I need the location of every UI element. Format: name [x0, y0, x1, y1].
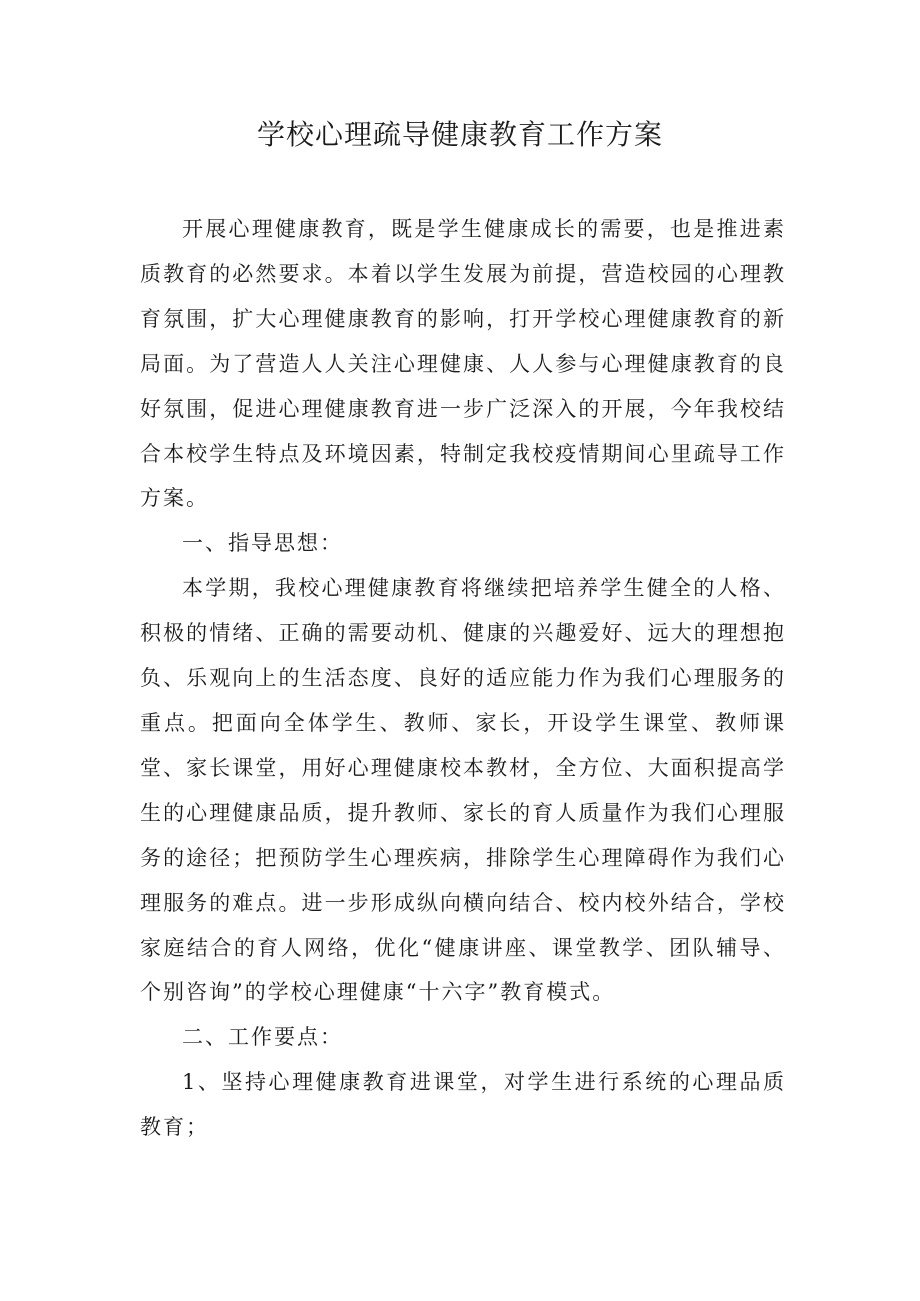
work-point-1-paragraph: 1、坚持心理健康教育进课堂，对学生进行系统的心理品质教育；	[140, 1070, 786, 1140]
document-body	[140, 207, 786, 1150]
section-heading-guiding-ideology: 一、指导思想：	[182, 531, 343, 556]
intro-paragraph: 开展心理健康教育，既是学生健康成长的需要，也是推进素质教育的必然要求。本着以学生发展为前提，营造校园的心理教育氛围，扩大心理健康教育的影响，打开学校心理健康教育的新局面。为了营造人人关注心理健康、人人参与心理健康教育的良好氛围，促进心理健康教育进一步广泛深入的开展，今年我校结合本校学生特点及环境因素，特制定我校疫情期间心里疏导工作方案。	[140, 217, 786, 511]
section-heading-work-points: 二、工作要点：	[182, 1025, 343, 1050]
document-title: 学校心理疏导健康教育工作方案	[256, 118, 663, 151]
guiding-ideology-paragraph: 本学期，我校心理健康教育将继续把培养学生健全的人格、积极的情绪、正确的需要动机、健康的兴趣爱好、远大的理想抱负、乐观向上的生活态度、良好的适应能力作为我们心理服务的重点。把面向全体学生、教师、家长，开设学生课堂、教师课堂、家长课堂，用好心理健康校本教材，全方位、大面积提高学生的心理健康品质，提升教师、家长的育人质量作为我们心理服务的途径；把预防学生心理疾病，排除学生心理障碍作为我们心理服务的难点。进一步形成纵向横向结合、校内校外结合，学校家庭结合的育人网络，优化“健康讲座、课堂教学、团队辅导、个别咨询”的学校心理健康“十六字”教育模式。	[140, 576, 786, 1005]
